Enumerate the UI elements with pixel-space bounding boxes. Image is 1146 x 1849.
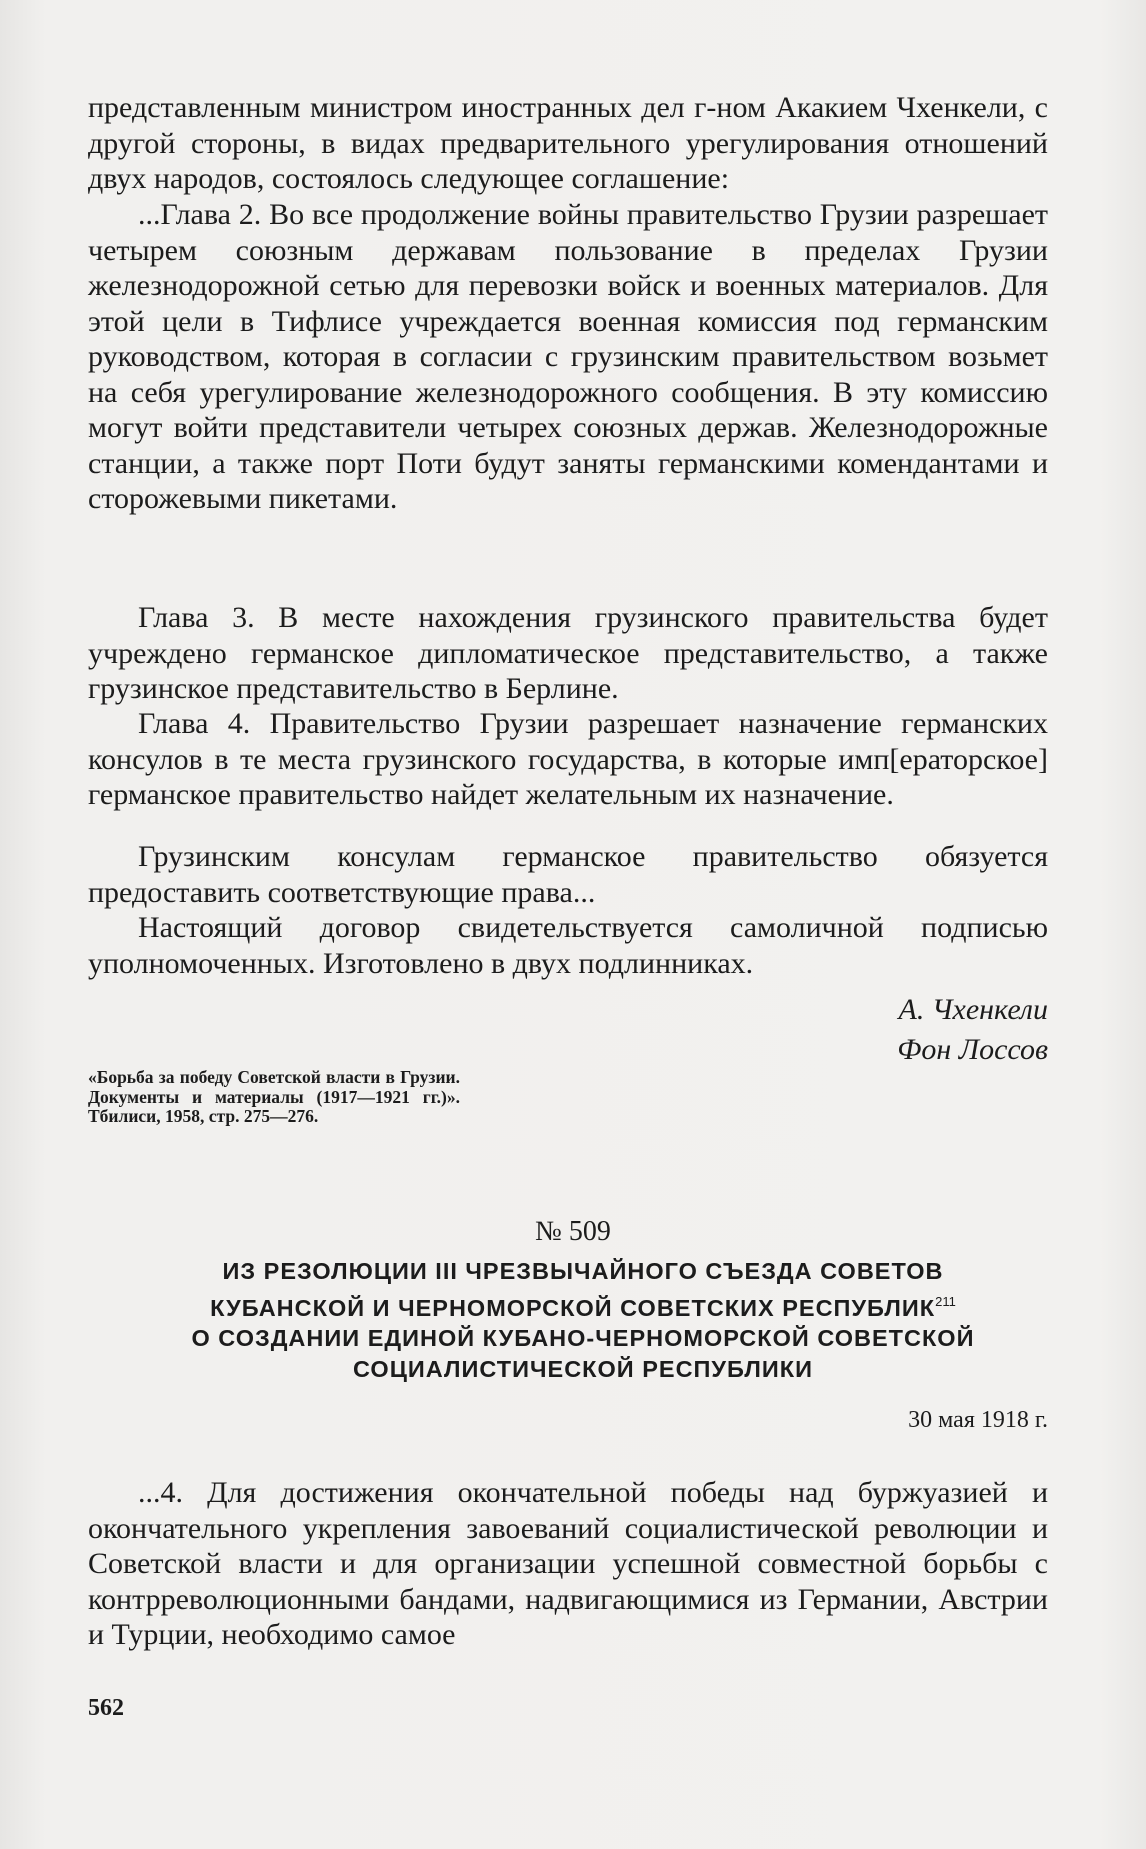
page-number: 562 [88,1695,124,1721]
document-number: № 509 [535,1216,611,1247]
paragraph-point-4: ...4. Для достижения окончательной победы над буржуазией и окончательного укрепления завоеваний социалистической революции и Советской власти и для организации успешной совместной борьбы с контрреволюционными бандами, надвигающимися из Германии, Австрии и Турции, необходимо самое [88,1476,1048,1651]
resolution-date: 30 мая 1918 г. [908,1407,1048,1433]
paragraph-chapter-2: ...Глава 2. Во все продолжение войны правительство Грузии разрешает четырем союзным державам пользование в пределах Грузии железнодорожной сетью для перевозки войск и военных материалов. Для этой цели в Тифлисе учреждается военная комиссия под германским руководством, которая в согласии с грузинским правительством возьмет на себя урегулирование железнодорожного сообщения. В эту комиссию могут войти представители четырех союзных держав. Железнодорожные станции, а также порт Поти будут заняты германскими комендантами и сторожевыми пикетами. [88,198,1048,515]
paragraph-chapter-4: Глава 4. Правительство Грузии разрешает назначение германских консулов в те места грузинского государства, в которые имп[ераторское] германское правительство найдет желательным их назначение. [88,707,1048,811]
signature-block [897,990,1048,1070]
signature-lossow: Фон Лоссов [897,1033,1048,1066]
source-citation: «Борьба за победу Советской власти в Грузии. Документы и материалы (1917—1921 гг.)». Тбилиси, 1958, стр. 275—276. [88,1067,460,1126]
heading-line-1: ИЗ РЕЗОЛЮЦИИ III ЧРЕЗВЫЧАЙНОГО СЪЕЗДА СОВЕТОВ [222,1258,944,1284]
footnote-ref: 211 [935,1293,956,1309]
heading-line-2 [130,1287,1036,1324]
signature-chkhenkeli: А. Чхенкели [898,993,1048,1026]
paragraph-chapter-3: Глава 3. В месте нахождения грузинского правительства будет учреждено германское дипломатическое представительство, а также грузинское представительство в Берлине. [88,601,1048,705]
heading-line-4: СОЦИАЛИСТИЧЕСКОЙ РЕСПУБЛИКИ [353,1355,813,1382]
paragraph-intro: представленным министром иностранных дел г-ном Акакием Чхенкели, с другой стороны, в видах предварительного урегулирования отношений двух народов, состоялось следующее соглашение: [88,91,1048,195]
heading-line-3: О СОЗДАНИИ ЕДИНОЙ КУБАНО-ЧЕРНОМОРСКОЙ СОВЕТСКОЙ [191,1325,975,1351]
resolution-heading [130,1256,1036,1384]
paragraph-signature-note: Настоящий договор свидетельствуется самоличной подписью уполномоченных. Изготовлено в двух подлинниках. [88,911,1048,980]
heading-line-2-text: КУБАНСКОЙ И ЧЕРНОМОРСКОЙ СОВЕТСКИХ РЕСПУБЛИК [210,1294,936,1321]
paragraph-consuls: Грузинским консулам германское правительство обязуется предоставить соответствующие права... [88,840,1048,909]
